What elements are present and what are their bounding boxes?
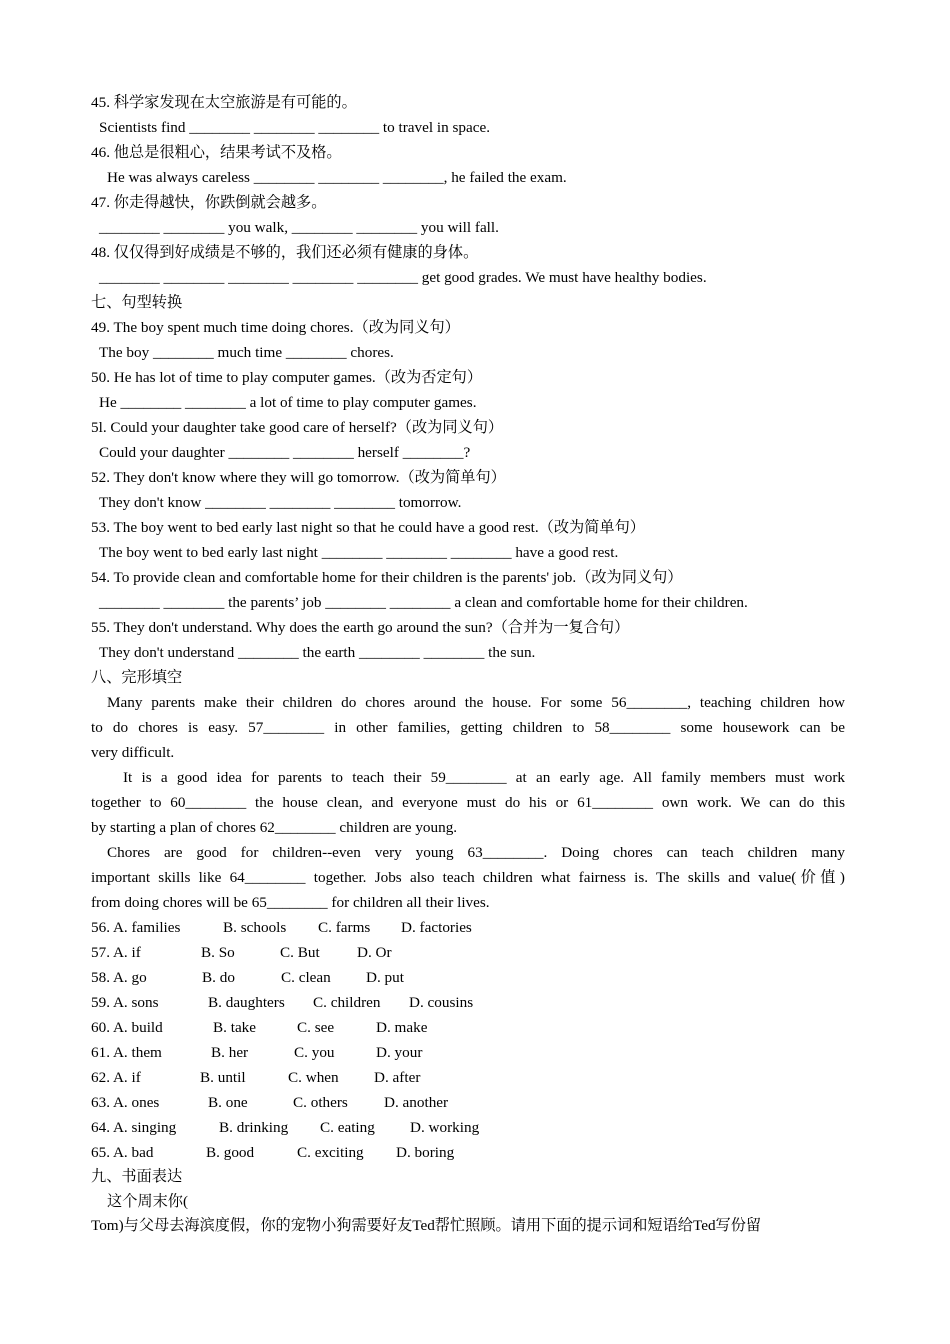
question-45-answer-line: Scientists find ________ ________ ________ to travel in space. <box>99 119 491 136</box>
cloze-paragraph-3-line-1: Chores are good for children--even very young 63________. Doing chores can teach children many <box>107 844 845 861</box>
option-58-a: 58. A. go <box>91 969 147 986</box>
option-56-a: 56. A. families <box>91 919 181 936</box>
question-53-prompt: 53. The boy went to bed early last night so that he could have a good rest.（改为简单句） <box>91 519 645 536</box>
option-56-b: B. schools <box>223 919 287 936</box>
section-8-heading: 八、完形填空 <box>91 669 183 686</box>
question-54-prompt: 54. To provide clean and comfortable home for their children is the parents' job.（改为同义句） <box>91 569 683 586</box>
cloze-paragraph-1-line-2: to do chores is easy. 57________ in other families, getting children to 58________ some housework can be <box>91 719 845 736</box>
option-60-b: B. take <box>213 1019 257 1036</box>
option-57-c: C. But <box>280 944 320 961</box>
option-59-c: C. children <box>313 994 381 1011</box>
question-49-prompt: 49. The boy spent much time doing chores.（改为同义句） <box>91 319 460 336</box>
question-50-answer-line: He ________ ________ a lot of time to play computer games. <box>99 394 477 411</box>
question-45-prompt: 45. 科学家发现在太空旅游是有可能的。 <box>91 94 357 111</box>
option-65-c: C. exciting <box>297 1144 364 1161</box>
option-57-d: D. Or <box>357 944 392 961</box>
option-61-d: D. your <box>376 1044 423 1061</box>
option-62-d: D. after <box>374 1069 421 1086</box>
writing-prompt-line-2: Tom)与父母去海滨度假，你的宠物小狗需要好友Ted帮忙照顾。请用下面的提示词和短语给Ted写份留 <box>91 1217 762 1234</box>
option-59-d: D. cousins <box>409 994 474 1011</box>
option-63-a: 63. A. ones <box>91 1094 160 1111</box>
option-65-d: D. boring <box>396 1144 455 1161</box>
option-63-b: B. one <box>208 1094 248 1111</box>
option-59-a: 59. A. sons <box>91 994 159 1011</box>
cloze-paragraph-2-line-1: It is a good idea for parents to teach their 59________ at an early age. All family members must work <box>123 769 845 786</box>
option-57-a: 57. A. if <box>91 944 141 961</box>
option-64-b: B. drinking <box>219 1119 289 1136</box>
question-47-prompt: 47. 你走得越快，你跌倒就会越多。 <box>91 194 327 211</box>
option-58-d: D. put <box>366 969 404 986</box>
option-64-d: D. working <box>410 1119 480 1136</box>
option-64-c: C. eating <box>320 1119 375 1136</box>
question-50-prompt: 50. He has lot of time to play computer games.（改为否定句） <box>91 369 483 386</box>
question-48-prompt: 48. 仅仅得到好成绩是不够的，我们还必须有健康的身体。 <box>91 244 479 261</box>
cloze-paragraph-1-line-3: very difficult. <box>91 744 175 761</box>
option-64-a: 64. A. singing <box>91 1119 177 1136</box>
option-63-c: C. others <box>293 1094 348 1111</box>
option-61-a: 61. A. them <box>91 1044 162 1061</box>
option-65-a: 65. A. bad <box>91 1144 154 1161</box>
question-51-prompt: 5l. Could your daughter take good care of herself?（改为同义句） <box>91 419 504 436</box>
question-55-answer-line: They don't understand ________ the earth ________ ________ the sun. <box>99 644 536 661</box>
option-61-c: C. you <box>294 1044 335 1061</box>
question-52-prompt: 52. They don't know where they will go tomorrow.（改为简单句） <box>91 469 506 486</box>
cloze-paragraph-3-line-3: from doing chores will be 65________ for children all their lives. <box>91 894 490 911</box>
question-46-prompt: 46. 他总是很粗心，结果考试不及格。 <box>91 144 342 161</box>
section-9-heading: 九、书面表达 <box>91 1168 183 1185</box>
option-62-a: 62. A. if <box>91 1069 141 1086</box>
option-62-c: C. when <box>288 1069 339 1086</box>
question-48-answer-line: ________ ________ ________ ________ ________ get good grades. We must have healthy bodies. <box>99 269 707 286</box>
question-47-answer-line: ________ ________ you walk, ________ ________ you will fall. <box>99 219 499 236</box>
option-56-c: C. farms <box>318 919 371 936</box>
question-49-answer-line: The boy ________ much time ________ chores. <box>99 344 394 361</box>
option-58-b: B. do <box>202 969 235 986</box>
question-54-answer-line: ________ ________ the parents’ job ________ ________ a clean and comfortable home for their children. <box>99 594 748 611</box>
section-7-heading: 七、句型转换 <box>91 294 183 311</box>
writing-prompt-line-1: 这个周末你( <box>107 1193 188 1210</box>
question-46-answer-line: He was always careless ________ ________ ________, he failed the exam. <box>107 169 567 186</box>
option-65-b: B. good <box>206 1144 255 1161</box>
cloze-paragraph-1-line-1: Many parents make their children do chores around the house. For some 56________, teaching children how <box>107 694 845 711</box>
question-51-answer-line: Could your daughter ________ ________ herself ________? <box>99 444 471 461</box>
question-55-prompt: 55. They don't understand. Why does the earth go around the sun?（合并为一复合句） <box>91 619 630 636</box>
option-62-b: B. until <box>200 1069 246 1086</box>
option-63-d: D. another <box>384 1094 449 1111</box>
option-61-b: B. her <box>211 1044 249 1061</box>
cloze-paragraph-2-line-3: by starting a plan of chores 62________ children are young. <box>91 819 458 836</box>
cloze-paragraph-3-line-2: important skills like 64________ together. Jobs also teach children what fairness is. The skills and value(价值) <box>91 869 845 886</box>
question-53-answer-line: The boy went to bed early last night ________ ________ ________ have a good rest. <box>99 544 619 561</box>
option-59-b: B. daughters <box>208 994 285 1011</box>
option-60-d: D. make <box>376 1019 428 1036</box>
cloze-paragraph-2-line-2: together to 60________ the house clean, and everyone must do his or 61________ own work. We can do this <box>91 794 845 811</box>
option-60-a: 60. A. build <box>91 1019 163 1036</box>
option-58-c: C. clean <box>281 969 331 986</box>
option-60-c: C. see <box>297 1019 335 1036</box>
option-57-b: B. So <box>201 944 235 961</box>
question-52-answer-line: They don't know ________ ________ ________ tomorrow. <box>99 494 462 511</box>
option-56-d: D. factories <box>401 919 472 936</box>
